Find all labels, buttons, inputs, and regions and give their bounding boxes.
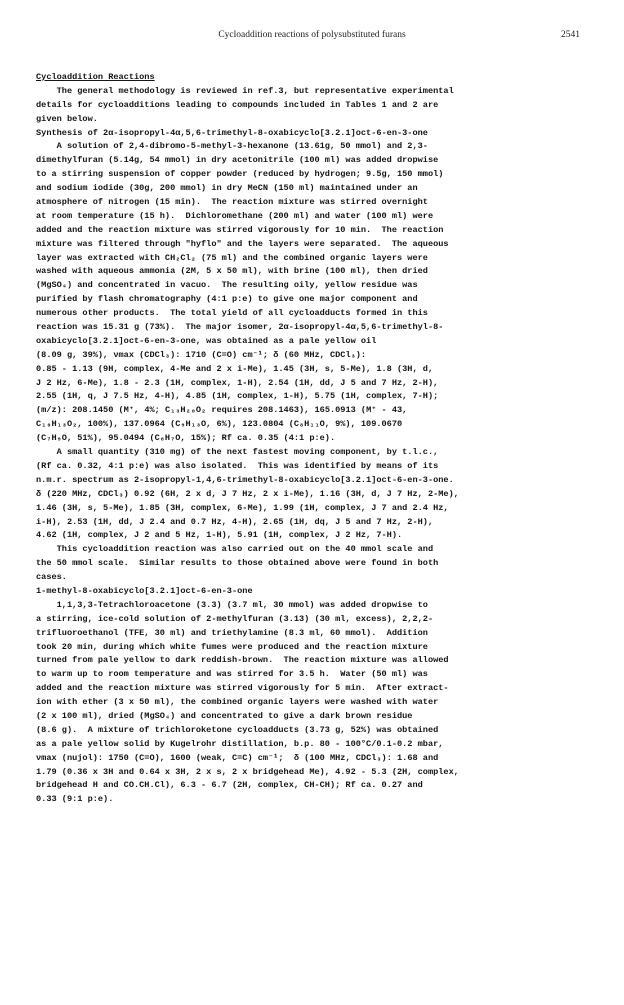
text-line: 0.33 (9:1 p:e).: [36, 794, 114, 805]
text-line: turned from pale yellow to dark reddish-brown. The reaction mixture was allowed: [36, 655, 449, 666]
text-line: 2.55 (1H, q, J 7.5 Hz, 4-H), 4.85 (1H, complex, 1-H), 5.75 (1H, complex, 7-H);: [36, 391, 439, 402]
text-line: Synthesis of 2α-isopropyl-4α,5,6-trimethyl-8-oxabicyclo[3.2.1]oct-6-en-3-one: [36, 127, 428, 138]
text-line: added and the reaction mixture was stirred vigorously for 5 min. After extract-: [36, 683, 449, 694]
text-line: mixture was filtered through "hyflo" and the layers were separated. The aqueous: [36, 238, 449, 249]
text-line: 4.62 (1H, complex, J 2 and 5 Hz, 1-H), 5.91 (1H, complex, J 2 Hz, 7-H).: [36, 530, 403, 541]
text-line: n.m.r. spectrum as 2-isopropyl-1,4,6-trimethyl-8-oxabicyclo[3.2.1]oct-6-en-3-one.: [36, 474, 454, 485]
text-line: (2 x 100 ml), dried (MgSO₄) and concentrated to give a dark brown residue: [36, 710, 413, 721]
text-line: (Rf ca. 0.32, 4:1 p:e) was also isolated. This was identified by means of its: [36, 460, 439, 471]
text-line: 0.85 - 1.13 (9H, complex, 4-Me and 2 x i-Me), 1.45 (3H, s, 5-Me), 1.8 (3H, d,: [36, 363, 434, 374]
text-line: J 2 Hz, 6-Me), 1.8 - 2.3 (1H, complex, 1-H), 2.54 (1H, dd, J 5 and 7 Hz, 2-H),: [36, 377, 439, 388]
text-line: added and the reaction mixture was stirred vigorously for 10 min. The reaction: [36, 224, 444, 235]
text-line: layer was extracted with CH₂Cl₂ (75 ml) and the combined organic layers were: [36, 252, 428, 263]
text-line: 1.79 (0.36 x 3H and 0.64 x 3H, 2 x s, 2 x bridgehead Me), 4.92 - 5.3 (2H, complex,: [36, 766, 459, 777]
text-line: A small quantity (310 mg) of the next fastest moving component, by t.l.c.,: [36, 447, 439, 458]
text-line: (8.6 g). A mixture of trichloroketone cycloadducts (3.73 g, 52%) was obtained: [36, 724, 439, 735]
text-line: reaction was 15.31 g (73%). The major isomer, 2α-isopropyl-4α,5,6-trimethyl-8-: [36, 322, 444, 333]
text-line: bridgehead H and CO.CH.Cl), 6.3 - 6.7 (2H, complex, CH-CH); Rf ca. 0.27 and: [36, 780, 423, 791]
text-line: νmax (nujol): 1750 (C=O), 1600 (weak, C=C) cm⁻¹; δ (100 MHz, CDCl₃): 1.68 and: [36, 752, 439, 763]
text-line: purified by flash chromatography (4:1 p:e) to give one major component and: [36, 294, 418, 305]
text-line: details for cycloadditions leading to compounds included in Tables 1 and 2 are: [36, 99, 439, 110]
text-line: a stirring, ice-cold solution of 2-methylfuran (3.13) (30 ml, excess), 2,2,2-: [36, 613, 434, 624]
text-line: washed with aqueous ammonia (2M, 5 x 50 ml), with brine (100 ml), then dried: [36, 266, 428, 277]
text-line: trifluoroethanol (TFE, 30 ml) and triethylamine (8.3 ml, 60 mmol). Addition: [36, 627, 428, 638]
text-line: to a stirring suspension of copper powder (reduced by hydrogen; 9.5g, 150 mmol): [36, 169, 444, 180]
running-title: Cycloaddition reactions of polysubstituted furans: [218, 30, 406, 40]
page-number: 2541: [561, 30, 580, 40]
text-line: atmosphere of nitrogen (15 min). The reaction mixture was stirred overnight: [36, 197, 428, 208]
text-line: 1.46 (3H, s, 5-Me), 1.85 (3H, complex, 6-Me), 1.99 (1H, complex, J 7 and 2.4 Hz,: [36, 502, 449, 513]
text-line: i-H), 2.53 (1H, dd, J 2.4 and 0.7 Hz, 4-H), 2.65 (1H, dq, J 5 and 7 Hz, 2-H),: [36, 516, 434, 527]
text-line: as a pale yellow solid by Kugelrohr distillation, b.p. 80 - 100°C/0.1-0.2 mbar,: [36, 738, 444, 749]
text-line: This cycloaddition reaction was also carried out on the 40 mmol scale and: [36, 544, 434, 555]
text-line: cases.: [36, 572, 67, 583]
text-line: dimethylfuran (5.14g, 54 mmol) in dry acetonitrile (100 ml) was added dropwise: [36, 155, 439, 166]
text-line: (m/z): 208.1450 (M⁺, 4%; C₁₃H₂₀O₂ requires 208.1463), 165.0913 (M⁺ - 43,: [36, 405, 408, 416]
text-line: ion with ether (3 x 50 ml), the combined organic layers were washed with water: [36, 697, 439, 708]
text-line: 1,1,3,3-Tetrachloroacetone (3.3) (3.7 ml, 30 mmol) was added dropwise to: [36, 599, 428, 610]
text-line: and sodium iodide (30g, 200 mmol) in dry MeCN (150 ml) maintained under an: [36, 183, 418, 194]
text-line: C₁₀H₁₃O₂, 100%), 137.0964 (C₉H₁₃O, 6%), 123.0804 (C₈H₁₁O, 9%), 109.0670: [36, 419, 403, 430]
section-heading: Cycloaddition Reactions: [36, 72, 155, 82]
experimental-text: [36, 71, 598, 807]
text-line: The general methodology is reviewed in ref.3, but representative experimental: [36, 85, 454, 96]
text-line: δ (220 MHz, CDCl₃) 0.92 (6H, 2 x d, J 7 Hz, 2 x i-Me), 1.16 (3H, d, J 7 Hz, 2-Me),: [36, 488, 459, 499]
text-line: took 20 min, during which white fumes were produced and the reaction mixture: [36, 641, 428, 652]
text-line: 1-methyl-8-oxabicyclo[3.2.1]oct-6-en-3-one: [36, 585, 253, 596]
text-line: (8.09 g, 39%), νmax (CDCl₃): 1710 (C=O) cm⁻¹; δ (60 MHz, CDCl₃):: [36, 349, 367, 360]
text-line: given below.: [36, 113, 98, 124]
text-line: (MgSO₄) and concentrated in vacuo. The resulting oily, yellow residue was: [36, 280, 418, 291]
text-line: to warm up to room temperature and was stirred for 3.5 h. Water (50 ml) was: [36, 669, 428, 680]
text-line: (C₇H₉O, 51%), 95.0494 (C₆H₇O, 15%); Rf ca. 0.35 (4:1 p:e).: [36, 433, 336, 444]
text-line: the 50 mmol scale. Similar results to those obtained above were found in both: [36, 558, 439, 569]
text-line: numerous other products. The total yield of all cycloadducts formed in this: [36, 308, 428, 319]
text-line: oxabicyclo[3.2.1]oct-6-en-3-one, was obtained as a pale yellow oil: [36, 335, 377, 346]
text-line: at room temperature (15 h). Dichloromethane (200 ml) and water (100 ml) were: [36, 210, 434, 221]
text-line: A solution of 2,4-dibromo-5-methyl-3-hexanone (13.61g, 50 mmol) and 2,3-: [36, 141, 428, 152]
